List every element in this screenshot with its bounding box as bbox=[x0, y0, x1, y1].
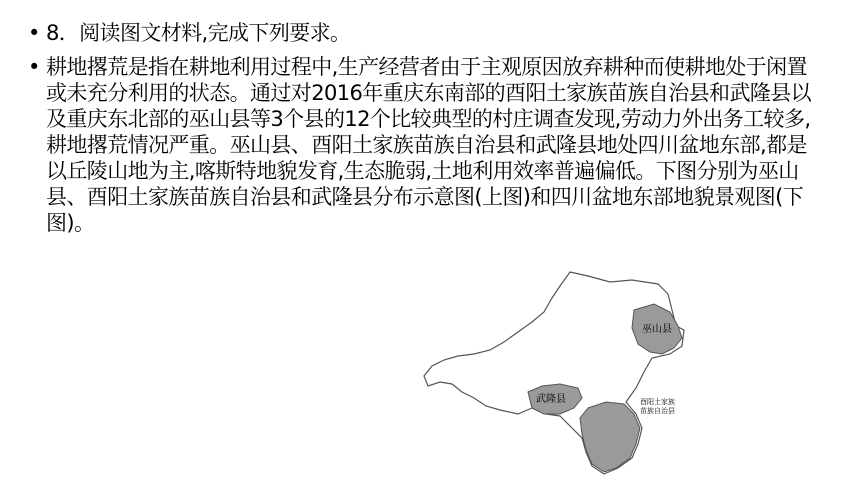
youyang-county bbox=[580, 402, 640, 472]
bullet-icon: • bbox=[28, 21, 40, 45]
passage-item bbox=[28, 54, 824, 236]
chongqing-outline bbox=[424, 272, 684, 474]
wushan-label: 巫山县 bbox=[642, 324, 672, 335]
youyang-label-line1: 酉阳土家族 bbox=[640, 398, 675, 406]
bullet-icon: • bbox=[28, 55, 40, 79]
passage-text: 耕地撂荒是指在耕地利用过程中,生产经营者由于主观原因放弃耕种而使耕地处于闲置或未充分利用的状态。通过对2016年重庆东南部的酉阳土家族苗族自治县和武隆县以及重庆东北部的巫山县等3个县的12个比较典型的村庄调查发现,劳动力外出务工较多,耕地撂荒情况严重。巫山县、酉阳土家族苗族自治县和武隆县地处四川盆地东部,都是以丘陵山地为主,喀斯特地貌发育,生态脆弱,土地利用效率普遍偏低。下图分别为巫山县、酉阳土家族苗族自治县和武隆县分布示意图(上图)和四川盆地东部地貌景观图(下图)。 bbox=[46, 55, 812, 235]
chongqing-county-map bbox=[420, 268, 690, 480]
youyang-label-line2: 苗族自治县 bbox=[640, 407, 675, 415]
wulong-label: 武隆县 bbox=[536, 394, 566, 405]
question-content bbox=[28, 20, 824, 236]
map-svg bbox=[420, 268, 690, 480]
question-header: 8．阅读图文材料,完成下列要求。 bbox=[46, 21, 351, 45]
question-header-item bbox=[28, 20, 824, 46]
